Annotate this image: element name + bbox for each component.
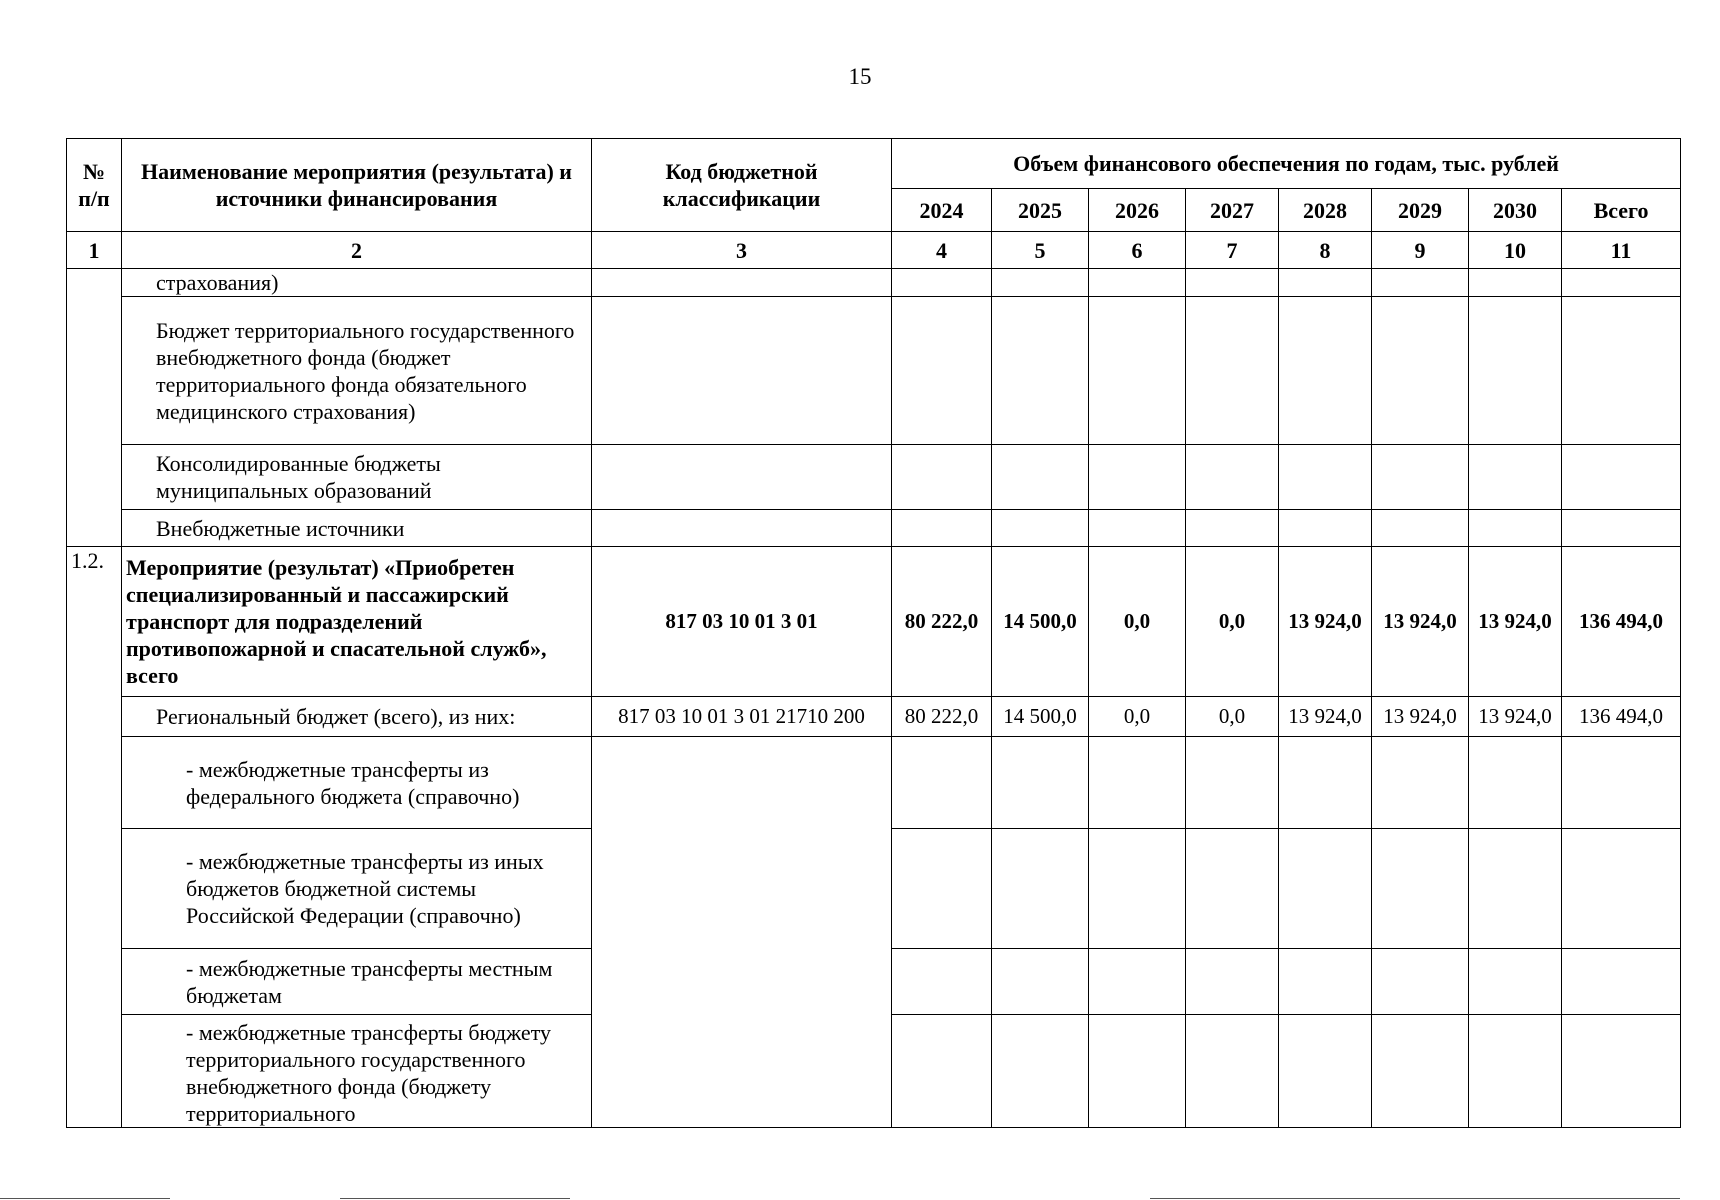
row-label: Мероприятие (результат) «Приобретен специализированный и пассажирский транспорт для подразделений противопожарной и спасательной служб», всего bbox=[122, 547, 592, 697]
budget-code: 817 03 10 01 3 01 bbox=[592, 547, 892, 697]
table-row-item-1-2 bbox=[67, 547, 1681, 697]
value-2024: 80 222,0 bbox=[892, 697, 992, 737]
header-code: Код бюджетной классификации bbox=[592, 139, 892, 232]
column-number: 10 bbox=[1469, 232, 1562, 269]
table-row bbox=[67, 445, 1681, 510]
column-number: 11 bbox=[1562, 232, 1681, 269]
row-label: Региональный бюджет (всего), из них: bbox=[122, 697, 592, 737]
column-number: 9 bbox=[1372, 232, 1469, 269]
value-2024: 80 222,0 bbox=[892, 547, 992, 697]
value-total: 136 494,0 bbox=[1562, 697, 1681, 737]
row-label: - межбюджетные трансферты из федерального бюджета (справочно) bbox=[122, 737, 592, 829]
header-name: Наименование мероприятия (результата) и источники финансирования bbox=[122, 139, 592, 232]
header-year: 2026 bbox=[1089, 189, 1186, 232]
column-number: 7 bbox=[1186, 232, 1279, 269]
page-number: 15 bbox=[848, 64, 872, 89]
row-label: - межбюджетные трансферты из иных бюджетов бюджетной системы Российской Федерации (справочно) bbox=[122, 829, 592, 949]
column-number: 1 bbox=[67, 232, 122, 269]
row-label: - межбюджетные трансферты бюджету территориального государственного внебюджетного фонда (бюджету территориального bbox=[122, 1015, 592, 1128]
header-year: 2028 bbox=[1279, 189, 1372, 232]
column-number: 6 bbox=[1089, 232, 1186, 269]
header-row bbox=[67, 139, 1681, 189]
budget-code-empty bbox=[592, 737, 892, 1128]
table-row bbox=[67, 737, 1681, 829]
value-2027: 0,0 bbox=[1186, 547, 1279, 697]
scan-artifact bbox=[1150, 1198, 1680, 1199]
value-2025: 14 500,0 bbox=[992, 547, 1089, 697]
column-number: 3 bbox=[592, 232, 892, 269]
value-total: 136 494,0 bbox=[1562, 547, 1681, 697]
header-year: 2027 bbox=[1186, 189, 1279, 232]
table-row bbox=[67, 269, 1681, 297]
header-year: 2024 bbox=[892, 189, 992, 232]
table-row bbox=[67, 697, 1681, 737]
value-2029: 13 924,0 bbox=[1372, 547, 1469, 697]
value-2030: 13 924,0 bbox=[1469, 697, 1562, 737]
financing-table bbox=[66, 138, 1681, 1128]
value-2028: 13 924,0 bbox=[1279, 697, 1372, 737]
column-number: 4 bbox=[892, 232, 992, 269]
value-2026: 0,0 bbox=[1089, 697, 1186, 737]
column-number: 5 bbox=[992, 232, 1089, 269]
row-label: страхования) bbox=[122, 269, 592, 297]
table-row bbox=[67, 297, 1681, 445]
column-number: 8 bbox=[1279, 232, 1372, 269]
value-2030: 13 924,0 bbox=[1469, 547, 1562, 697]
value-2028: 13 924,0 bbox=[1279, 547, 1372, 697]
row-label: Внебюджетные источники bbox=[122, 510, 592, 547]
header-volume: Объем финансового обеспечения по годам, тыс. рублей bbox=[892, 139, 1681, 189]
num-cell bbox=[67, 269, 122, 547]
row-label: Бюджет территориального государственного внебюджетного фонда (бюджет территориального фонда обязательного медицинского страхования) bbox=[122, 297, 592, 445]
row-number: 1.2. bbox=[67, 547, 122, 1128]
column-number: 2 bbox=[122, 232, 592, 269]
table-row bbox=[67, 510, 1681, 547]
row-label: Консолидированные бюджеты муниципальных образований bbox=[122, 445, 592, 510]
budget-code: 817 03 10 01 3 01 21710 200 bbox=[592, 697, 892, 737]
header-num: № п/п bbox=[67, 139, 122, 232]
header-total: Всего bbox=[1562, 189, 1681, 232]
row-label: - межбюджетные трансферты местным бюджетам bbox=[122, 949, 592, 1015]
column-number-row bbox=[67, 232, 1681, 269]
value-2029: 13 924,0 bbox=[1372, 697, 1469, 737]
header-year: 2029 bbox=[1372, 189, 1469, 232]
scan-artifact bbox=[340, 1198, 570, 1199]
value-2025: 14 500,0 bbox=[992, 697, 1089, 737]
header-year: 2025 bbox=[992, 189, 1089, 232]
value-2026: 0,0 bbox=[1089, 547, 1186, 697]
header-year: 2030 bbox=[1469, 189, 1562, 232]
value-2027: 0,0 bbox=[1186, 697, 1279, 737]
scan-artifact bbox=[0, 1198, 170, 1199]
